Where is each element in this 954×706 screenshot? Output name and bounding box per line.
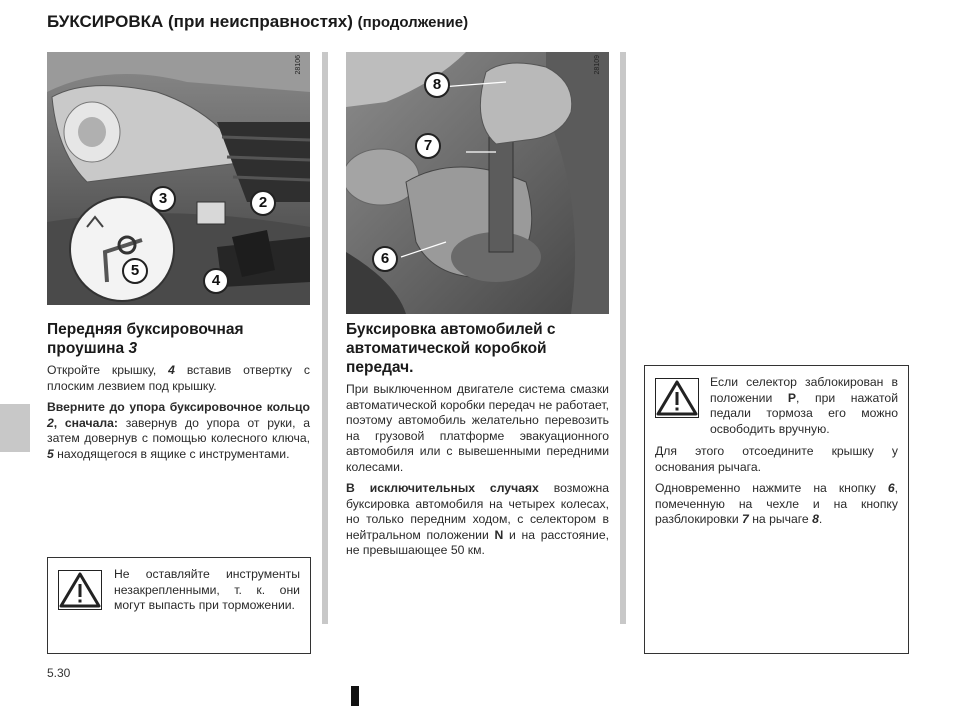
ref-number: 4 [168,363,175,377]
callout-8: 8 [424,72,450,98]
page-number: 5.30 [47,666,71,680]
photo-id-2: 28109 [594,55,601,75]
column-rule-2 [620,52,626,624]
ref-number: 6 [887,481,895,495]
warning-triangle-icon [58,570,102,610]
warning-triangle-icon [655,378,699,418]
fold-mark [351,686,359,706]
paragraph-exceptional [346,481,609,559]
text: Если селектор заблокирован в положении [710,375,898,405]
text: на рычаге [748,512,813,526]
bold-text: Вверните до упора буксировочное кольцо [47,400,310,414]
tow-eye-illustration [47,52,310,305]
page-title-main: БУКСИРОВКА (при неисправностях) [47,12,353,31]
ref-number: 8 [812,512,819,526]
column-rule-1 [322,52,328,624]
callout-2: 2 [250,190,276,216]
bold-text: В исключительных случаях [346,481,539,495]
heading-ref-number: 3 [128,340,138,357]
text: , при нажатой педали тормоза его можно освободить вручную. [710,390,899,436]
text: возможна буксировка автомобиля на четырех колесах, но только передним ходом, с селектором в нейтральном положении [346,481,609,542]
ref-number: 7 [742,512,749,526]
text: Одновременно нажмите на кнопку [655,481,888,495]
page-title-sub: (продолжение) [357,14,469,31]
tow-eye-instructions [47,363,310,468]
paragraph-open-cover [47,363,310,394]
callout-3: 3 [150,186,176,212]
warning-text-tools: Не оставляйте инструменты незакрепленными, т. к. они могут выпасть при торможении. [114,567,300,612]
gear-position-p: P [787,390,797,405]
photo-id-1: 28106 [295,55,302,75]
paragraph-screw-ring [47,400,310,462]
callout-4: 4 [203,268,229,294]
text: . [818,512,823,526]
text: завернув до упора от руки, а затем довернув с помощью колесного ключа, [47,415,310,445]
gear-position-n: N [494,527,504,542]
paragraph-disconnect-cover: Для этого отсоедините крышку у основания рычага. [655,444,898,474]
warning-box-selector [644,365,909,654]
callout-6: 6 [372,246,398,272]
ref-number: 2 [47,415,54,430]
text: и на расстояние, не превышающее 50 км. [346,527,609,557]
ref-number: 5 [47,446,54,461]
release-instructions [655,444,898,528]
auto-transmission-instructions [346,382,609,565]
text: Откройте крышку, [47,363,169,377]
tow-eye-photo [47,52,310,305]
section-tab [0,404,30,452]
warning-box-tools [47,557,311,654]
heading-text: Передняя буксировочная проушина [47,321,244,357]
gear-selector-illustration [346,52,609,314]
bold-text: , сначала: [53,415,118,430]
paragraph-lubrication: При выключенном двигателе система смазки автоматической коробки передач не работает, поэтому автомобиль желательно перевозить на грузовой платформе эвакуационного автомобиля или с вывешенными передними колесами. [346,382,609,474]
paragraph-press-buttons [655,481,898,528]
section-heading-auto-transmission: Буксировка автомобилей с автоматической коробкой передач. [346,321,556,376]
page-title [47,12,468,32]
callout-5: 5 [122,258,148,284]
text: находящегося в ящике с инструментами. [53,446,290,461]
text: вставив отвертку с плоским лезвием под крышку. [47,363,310,393]
section-heading-tow-eye [47,320,312,358]
warning-text-selector [710,375,898,437]
callout-7: 7 [415,133,441,159]
gear-selector-photo [346,52,609,314]
text: , помеченную на чехле и на кнопку разблокировки [655,481,898,526]
